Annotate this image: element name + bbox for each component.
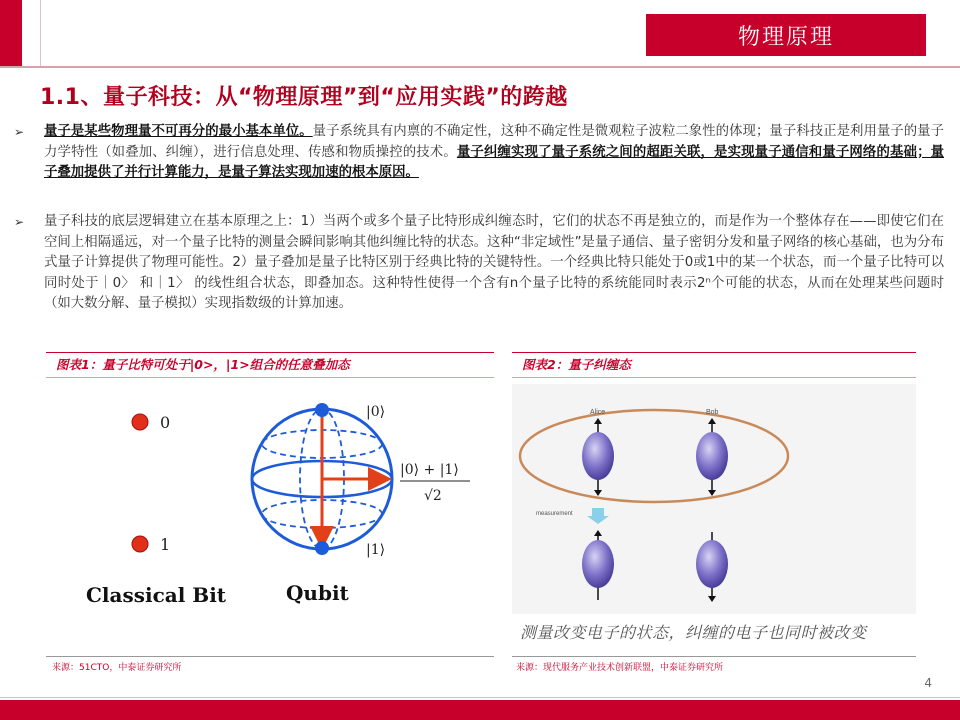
bullet-arrow-icon: ➢ bbox=[14, 125, 25, 139]
classical-state-1-dot bbox=[132, 536, 148, 552]
footer-bar bbox=[0, 700, 960, 720]
bullet-1 bbox=[14, 122, 944, 184]
bullet-1-bold-tail: 量子纠缠实现了量子系统之间的超距关联，是实现量子通信和量子网络的基础；量子叠加提供了并行计算能力，是量子算法实现加速的根本原因。 bbox=[44, 144, 944, 180]
figure-1-qubit-diagram bbox=[46, 384, 494, 624]
figure-2-source-divider bbox=[512, 656, 916, 657]
bullet-1-text bbox=[44, 122, 944, 184]
bullet-2-text: 量子科技的底层逻辑建立在基本原理之上：1）当两个或多个量子比特形成纠缠态时，它们的状态不再是独立的，而是作为一个整体存在——即使它们在空间上相隔遥远，对一个量子比特的测量会瞬间影响其他纠缠比特的状态。这种“非定域性”是量子通信、量子密钥分发和量子网络的核心基础，也为分布式量子计算提供了物理可能性。2）量子叠加是量子比特区别于经典比特的关键特性。一个经典比特只能处于0或1中的某一个状态，而一个量子比特可以同时处于｜0〉 和｜1〉 的线性组合状态，即叠加态。这种特性使得一个含有n个量子比特的系统能同时表示2ⁿ个可能的状态，从而在处理某些问题时（如大数分解、量子模拟）实现指数级的计算加速。 bbox=[44, 214, 944, 311]
footer-divider bbox=[0, 697, 960, 698]
header-divider-vertical bbox=[40, 0, 41, 66]
qubit-north-pole bbox=[315, 403, 329, 417]
superposition-numerator: |0⟩ + |1⟩ bbox=[400, 462, 459, 478]
classical-label-1: 1 bbox=[160, 535, 171, 554]
qubit-south-pole bbox=[315, 541, 329, 555]
left-accent-bar bbox=[0, 0, 22, 66]
ket-0-label: |0⟩ bbox=[366, 404, 386, 420]
figure-2-caption: 测量改变电子的状态，纠缠的电子也同时被改变 bbox=[520, 623, 867, 642]
page-title: 1.1、量子科技：从“物理原理”到“应用实践”的跨越 bbox=[40, 85, 568, 110]
figure-1-source-divider bbox=[46, 656, 494, 657]
alice-label: Alice bbox=[590, 409, 606, 416]
ket-1-label: |1⟩ bbox=[366, 542, 386, 558]
section-tag: 物理原理 bbox=[646, 14, 926, 56]
figure-1-source: 来源：51CTO，中泰证券研究所 bbox=[52, 663, 182, 673]
bullet-arrow-icon: ➢ bbox=[14, 215, 25, 229]
figure-2-source: 来源：现代服务产业技术创新联盟，中泰证券研究所 bbox=[516, 663, 724, 673]
classical-label-0: 0 bbox=[160, 413, 171, 432]
bullet-1-bold-lead: 量子是某些物理量不可再分的最小基本单位。 bbox=[44, 124, 313, 139]
bullet-2 bbox=[14, 212, 944, 315]
figure-2-entanglement-diagram bbox=[512, 384, 916, 614]
page-number: 4 bbox=[924, 676, 932, 690]
bloch-sphere bbox=[252, 403, 392, 555]
superposition-denominator: √2 bbox=[424, 488, 442, 504]
classical-state-0-dot bbox=[132, 414, 148, 430]
classical-bit-label: Classical Bit bbox=[86, 583, 227, 607]
qubit-label: Qubit bbox=[286, 581, 349, 605]
bullet-1-body: 量子系统具有内禀的不确定性，这种不确定性是微观粒子波粒二象性的体现；量子科技正是利用量子的量子力学特性（如叠加、纠缠），进行信息处理、传感和物质操控的技术。 bbox=[44, 124, 944, 160]
header-divider bbox=[0, 66, 960, 68]
bob-label: Bob bbox=[706, 409, 719, 416]
measurement-label: measurement bbox=[536, 511, 573, 517]
figure-2-header: 图表2：量子纠缠态 bbox=[512, 352, 916, 378]
figure-1-header: 图表1：量子比特可处于|0>，|1>组合的任意叠加态 bbox=[46, 352, 494, 378]
